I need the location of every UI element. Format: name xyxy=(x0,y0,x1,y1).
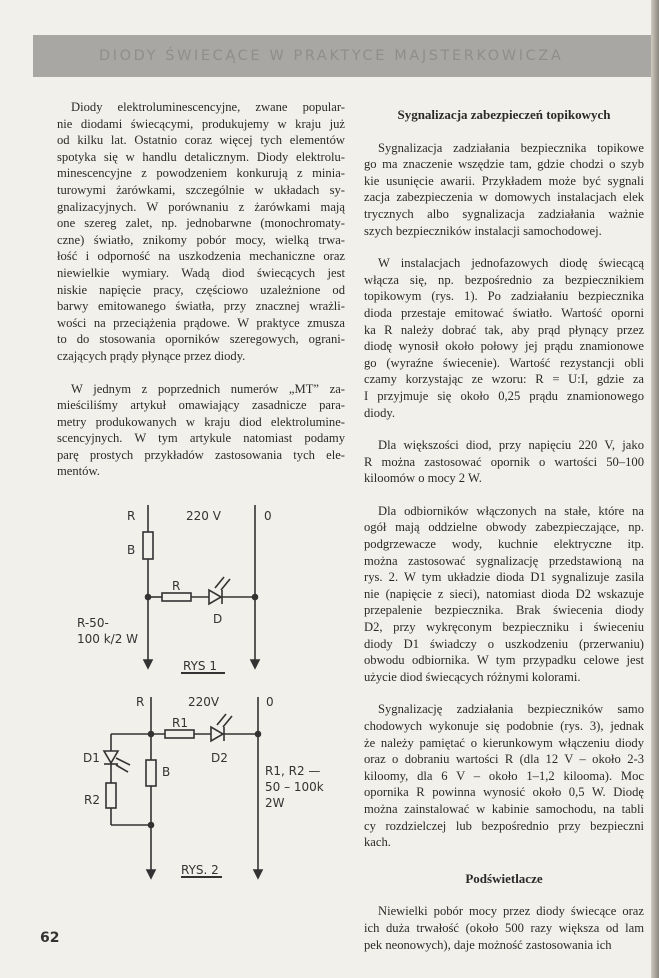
text-line: chodowych wykonuje się podobnie (rys. 3), jednak xyxy=(364,719,644,733)
text-line: diody D1 świadczy o uszkodzeniu (przerwaniu) xyxy=(364,636,644,651)
fig2-label-voltage: 220V xyxy=(188,695,220,709)
resistor-r1 xyxy=(165,730,194,738)
text-line: zacja zabezpieczenia w domowych instalacjach elek xyxy=(364,190,644,205)
fig2-label-zero: 0 xyxy=(266,695,274,709)
text-line: mieściliśmy artykuł omawiający zasadnicze para- xyxy=(57,398,345,413)
text-line: minescencyjne z powodzeniem konkurują z minia- xyxy=(57,166,345,181)
fig2-note-1: R1, R2 — xyxy=(265,764,321,778)
text-line: kach. xyxy=(364,835,391,850)
fig2-label-r1: R1 xyxy=(172,716,188,730)
text-line: szych bezpieczników instalacji samochodowej. xyxy=(364,223,602,238)
text-line: nie diodami świecącymi, produkujemy w kraju już xyxy=(57,116,345,131)
text-line: opornika R powinna wynosić około 0,5 W. Diodę xyxy=(364,785,644,800)
fig2-note-3: 2W xyxy=(265,796,285,810)
text-line: włącza się, np. bezpośrednio za bezpiecznikiem xyxy=(364,272,644,287)
text-line: łość i odporność na uszkodzenia mechaniczne oraz xyxy=(57,249,345,264)
text-line: oraz o dobraniu wartości R (dla 12 V – około 2-3 xyxy=(364,752,644,767)
fig2-label-d2: D2 xyxy=(211,751,228,765)
text-line: metry produkowanych w kraju diod elektrolumine- xyxy=(57,414,345,429)
text-line: W instalacjach jednofazowych diodę świecącą xyxy=(378,256,644,271)
fig2-label-r2: R2 xyxy=(84,793,100,807)
text-line: ogół mają oddzielne obwody zabezpieczające, np. xyxy=(364,520,644,535)
fig1-note-2: 100 k/2 W xyxy=(77,632,139,646)
fig1-label-d: D xyxy=(213,612,223,626)
text-line: parę prostych przykładów zastosowania tych ele- xyxy=(57,447,345,462)
running-header-title: DIODY ŚWIECĄCE W PRAKTYCE MAJSTERKOWICZA xyxy=(99,48,564,64)
text-line: przepalenie bezpiecznika. Brak świecenia diody xyxy=(364,603,644,618)
text-line: scencyjnych. W tym artykule natomiast podamy xyxy=(57,431,345,446)
section-heading: Podświetlacze xyxy=(465,870,543,886)
page-number: 62 xyxy=(40,930,60,946)
text-line: W jednym z poprzednich numerów „MT” za- xyxy=(71,381,345,396)
fig1-label-zero: 0 xyxy=(264,509,272,523)
text-line: Sygnalizacja zadziałania bezpiecznika topikowe xyxy=(378,140,644,155)
text-line: D2, przy wykręconym bezpieczniku i świeceniu xyxy=(364,620,644,635)
text-line: Dla większości diod, przy napięciu 220 V, jako xyxy=(378,438,644,453)
text-line: ich duża trwałość (około 500 razy większa od lam xyxy=(364,920,644,935)
text-line: kiloomów o mocy 2 W. xyxy=(364,471,482,486)
fig2-label-r: R xyxy=(136,695,145,709)
text-line: turowymi żarówkami, szczególnie w układach sy- xyxy=(57,182,345,197)
text-line: to do stosowania oporników szeregowych, ograni- xyxy=(57,332,345,347)
text-line: obwodu odbiornika. W tym przypadku celowe jest xyxy=(364,653,644,668)
text-line: rys. 2. W tym układzie dioda D1 sygnalizuje zasila xyxy=(364,570,644,585)
text-line: mentów. xyxy=(57,464,100,479)
text-line: cy rozdzielczej lub bezpośrednio przy bezpieczni xyxy=(364,818,644,833)
section-heading: Sygnalizacja zabezpieczeń topikowych xyxy=(397,107,611,122)
fig1-label-b: B xyxy=(127,543,136,557)
text-line: Niewielki pobór mocy przez diody świecące oraz xyxy=(378,904,644,919)
fig1-label-r: R xyxy=(127,509,136,523)
figure-rys-1 xyxy=(143,505,259,673)
fig1-label-voltage: 220 V xyxy=(186,509,221,523)
text-line: od kilku lat. Ostatnio coraz więcej tych elementów xyxy=(57,133,345,148)
text-line: wości na przeciążenia prądowe. W praktyce zmusza xyxy=(57,315,345,330)
text-line: czających prądy płynące przez diody. xyxy=(57,348,246,363)
resistor-r2 xyxy=(106,783,116,808)
text-line: Diody elektroluminescencyjne, zwane popular- xyxy=(71,100,345,114)
text-line: niskie napięcie pracy, częściowo uzależnione od xyxy=(57,282,345,297)
led-d2 xyxy=(211,727,223,741)
text-line: go ma znaczenie wszędzie tam, gdzie chodzi o szyb xyxy=(364,157,644,172)
fuse-b2 xyxy=(146,760,156,786)
fig1-note-1: R-50- xyxy=(77,616,109,630)
text-line: one szereg zalet, np. jednobarwne (monochromaty- xyxy=(57,216,345,231)
text-line: że należy pamiętać o kierunkowym włączeniu diody xyxy=(364,735,644,750)
text-line: Sygnalizację zadziałania bezpieczników samo xyxy=(378,702,644,717)
fig2-label-b: B xyxy=(162,765,171,779)
fuse-b xyxy=(143,532,153,559)
text-line: kiloomy, dla 6 V – około 1–1,2 kilooma). Moc xyxy=(364,768,644,783)
text-line: spotyka się w handlu detalicznym. Diody elektrolu- xyxy=(57,149,345,164)
page-binding-shadow xyxy=(651,0,659,978)
text-line: R można zastosować opornik o wartości 50–100 xyxy=(364,454,644,469)
text-line: użycie diod świecących różnymi kolorami. xyxy=(364,669,581,684)
text-line: Dla odbiorników włączonych na stałe, które na xyxy=(378,503,644,518)
fig2-label-d1: D1 xyxy=(83,751,100,765)
text-line: można zainstalować w kabinie samochodu, na tabli xyxy=(364,801,644,816)
led-d1 xyxy=(104,751,118,763)
text-line: nie (napięcie z sieci), natomiast dioda D2 wskazuje xyxy=(364,586,644,601)
text-line: czamy korzystając ze wzoru: R = U:I, gdzie za xyxy=(364,372,644,387)
text-line: dioda przestaje emitować światło. Wartość oporni xyxy=(364,305,644,320)
text-line: można zastosować sygnalizację przedstawioną na xyxy=(364,553,644,568)
text-line: czne) światło, znikomy pobór mocy, wielką trwa- xyxy=(57,232,345,247)
text-line: diodę wynosił około połowy jej prądu znamionowe xyxy=(364,339,644,354)
text-line: I przyjmuje się około 0,25 prądu znamionowego xyxy=(364,388,644,403)
text-line: go (wyraźne świecenie). Wartość rezystancji obli xyxy=(364,355,644,370)
text-line: diody. xyxy=(364,405,396,420)
text-line: podgrzewacze wody, kuchnie elektryczne itp. xyxy=(364,537,644,552)
text-line: ka R należy dobrać tak, aby prąd płynący przez xyxy=(364,322,644,337)
text-line: trycznych albo sygnalizacja zadziałania ważnie xyxy=(364,206,644,221)
fig1-caption: RYS 1 xyxy=(183,659,217,673)
text-line: niewielkie wymiary. Wadą diod świecących jest xyxy=(57,265,345,280)
text-line: gnalizacyjnych. W porównaniu z żarówkami mają xyxy=(57,199,345,214)
text-line: pek neonowych), daje możność zastosowania ich xyxy=(364,937,612,952)
fig2-note-2: 50 – 100k xyxy=(265,780,324,794)
text-line: kie usunięcie awarii. Przykładem może być sygnali xyxy=(364,173,644,188)
fig1-label-resistor: R xyxy=(172,579,181,593)
text-line: barwy emitowanego światła, przy znacznej wrażli- xyxy=(57,299,345,314)
fig2-caption: RYS. 2 xyxy=(181,863,219,877)
resistor-r xyxy=(162,593,191,601)
text-line: topikowym (rys. 1). Po zadziałaniu bezpiecznika xyxy=(364,289,644,304)
led-d xyxy=(209,590,221,604)
